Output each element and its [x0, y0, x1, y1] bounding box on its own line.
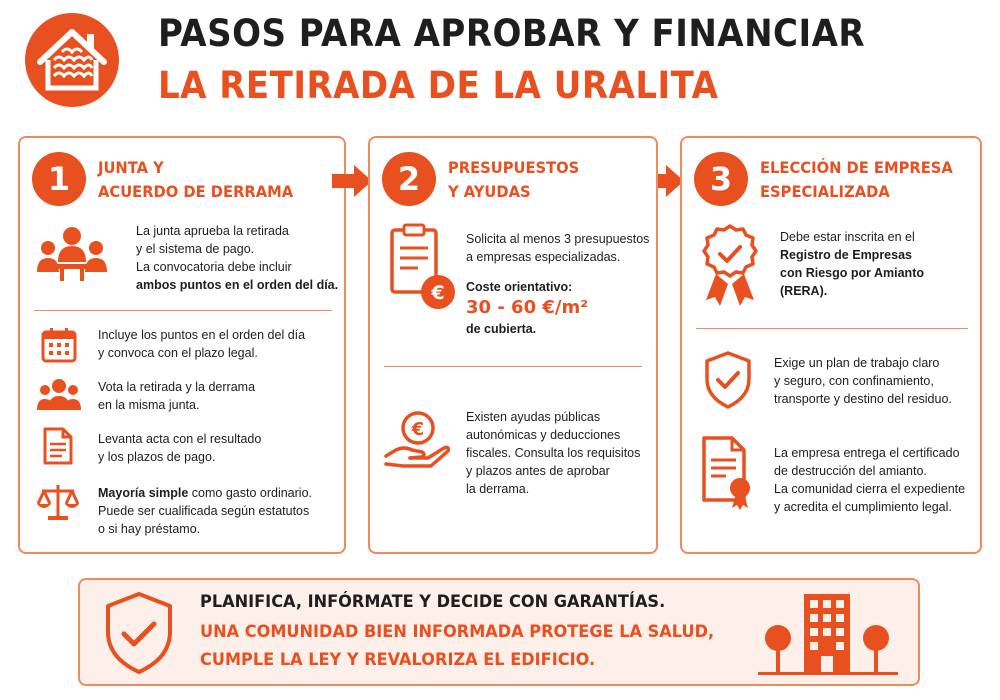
- header: [20, 8, 980, 118]
- text-line: y el sistema de pago.: [136, 242, 255, 256]
- step-title-line2: ESPECIALIZADA: [760, 182, 890, 201]
- scales-icon: [36, 482, 80, 522]
- shield-check-icon: [702, 350, 754, 410]
- text-line: Incluye los puntos en el orden del día: [98, 328, 306, 342]
- text-line: con Riesgo por Amianto: [780, 266, 924, 280]
- step-number-badge: 3: [694, 152, 748, 206]
- step1-item3: [98, 430, 261, 466]
- svg-text:€: €: [411, 419, 425, 440]
- text-line: y plazos antes de aprobar: [466, 464, 610, 478]
- text-line: y los plazos de pago.: [98, 450, 216, 464]
- step1-item4: [98, 484, 312, 538]
- text-line: La empresa entrega el certificado: [774, 446, 960, 460]
- step-title-line1: JUNTA Y: [98, 158, 164, 177]
- text-line: de destrucción del amianto.: [774, 464, 927, 478]
- step1-item1: [98, 326, 305, 362]
- divider: [696, 328, 968, 329]
- step-title: [448, 156, 591, 204]
- text-line: Registro de Empresas: [780, 248, 912, 262]
- step-title-line2: ACUERDO DE DERRAMA: [98, 182, 294, 201]
- shield-check-icon: [102, 590, 176, 676]
- step2-aid: [466, 408, 640, 498]
- step1-intro: [136, 222, 338, 294]
- footer-banner: [78, 578, 920, 686]
- calendar-icon: [40, 326, 78, 364]
- page-title-line1: PASOS PARA APROBAR Y FINANCIAR: [158, 12, 866, 55]
- step-card-1: [18, 136, 346, 554]
- text-line: a empresas especializadas.: [466, 250, 621, 264]
- award-badge-icon: [698, 224, 762, 310]
- document-icon: [42, 426, 74, 466]
- text-line: ambos puntos en el orden del día.: [136, 278, 339, 292]
- bold-text: Mayoría simple: [98, 486, 189, 500]
- text-line: Existen ayudas públicas: [466, 410, 601, 424]
- text-line: y acredita el cumplimiento legal.: [774, 500, 952, 514]
- people-icon: [36, 378, 82, 412]
- text-line: Debe estar inscrita en el: [780, 230, 915, 244]
- text-line: La comunidad cierra el expediente: [774, 482, 966, 496]
- step2-intro: [466, 230, 649, 266]
- text-line: Solicita al menos 3 presupuestos: [466, 232, 650, 246]
- step1-item2: [98, 378, 255, 414]
- text-line: (RERA).: [780, 284, 828, 298]
- hand-euro-icon: [384, 410, 450, 474]
- text-line: en la misma junta.: [98, 398, 200, 412]
- step3-intro: [780, 228, 924, 300]
- cost-value: 30 - 60 €/m²: [466, 297, 589, 318]
- text-span: como gasto ordinario.: [188, 486, 313, 500]
- text-line: y seguro, con confinamiento,: [774, 374, 934, 388]
- text-line: Levanta acta con el resultado: [98, 432, 262, 446]
- text-line: o si hay préstamo.: [98, 522, 201, 536]
- text-line: [98, 484, 312, 502]
- step-title-line2: Y AYUDAS: [448, 182, 531, 201]
- text-line: La convocatoria debe incluir: [136, 260, 292, 274]
- step-title: [760, 156, 970, 204]
- text-line: transporte y destino del residuo.: [774, 392, 952, 406]
- text-line: Exige un plan de trabajo claro: [774, 356, 940, 370]
- clipboard-euro-icon: [388, 222, 462, 312]
- step-card-2: [368, 136, 658, 554]
- text-line: y convoca con el plazo legal.: [98, 346, 258, 360]
- footer-line1: PLANIFICA, INFÓRMATE Y DECIDE CON GARANTÍAS.: [200, 592, 666, 612]
- cost-label: Coste orientativo:: [466, 280, 573, 294]
- house-roof-icon: [24, 12, 120, 108]
- text-line: La junta aprueba la retirada: [136, 224, 289, 238]
- svg-text:€: €: [431, 282, 445, 304]
- divider: [384, 366, 642, 367]
- footer-line2: UNA COMUNIDAD BIEN INFORMADA PROTEGE LA SALUD,: [200, 622, 715, 642]
- step3-plan: [774, 354, 952, 408]
- certificate-icon: [700, 434, 756, 510]
- cost-unit: de cubierta.: [466, 322, 537, 336]
- step3-cert: [774, 444, 965, 516]
- step-number-badge: 1: [32, 152, 86, 206]
- divider: [34, 310, 332, 311]
- meeting-icon: [34, 224, 110, 284]
- step-title-line1: ELECCIÓN DE EMPRESA: [760, 158, 953, 177]
- text-line: Vota la retirada y la derrama: [98, 380, 256, 394]
- text-line: la derrama.: [466, 482, 530, 496]
- building-trees-icon: [754, 590, 904, 680]
- step-title: [98, 156, 310, 204]
- footer-line3: CUMPLE LA LEY Y REVALORIZA EL EDIFICIO.: [200, 650, 596, 670]
- page-title-line2: LA RETIRADA DE LA URALITA: [158, 64, 719, 107]
- text-line: autonómicas y deducciones: [466, 428, 621, 442]
- text-line: Puede ser cualificada según estatutos: [98, 504, 310, 518]
- text-line: fiscales. Consulta los requisitos: [466, 446, 641, 460]
- step-card-3: [680, 136, 982, 554]
- step-number-badge: 2: [382, 152, 436, 206]
- step-title-line1: PRESUPUESTOS: [448, 158, 580, 177]
